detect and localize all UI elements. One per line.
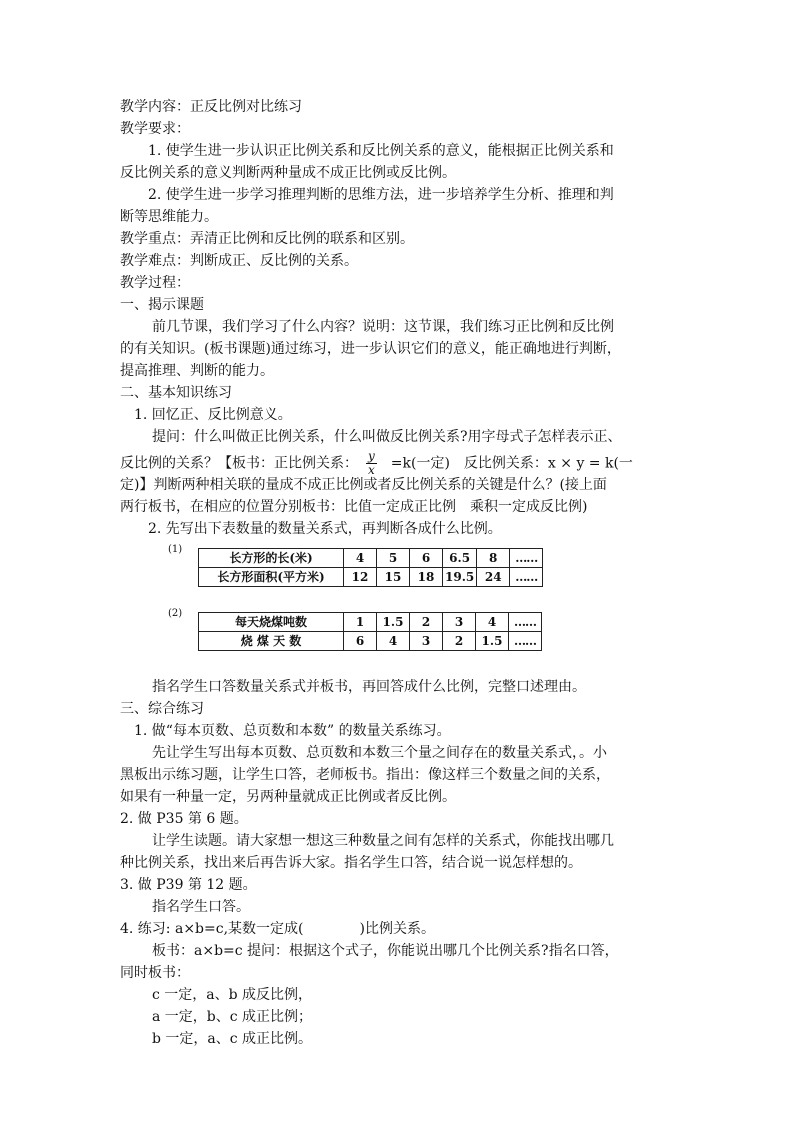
table-cell: 1.5 <box>377 613 410 632</box>
paragraph-line: 提问：什么叫做正比例关系，什么叫做反比例关系?用字母式子怎样表示正、 <box>152 429 622 445</box>
board-line: a 一定，b、c 成正比例； <box>152 1009 313 1025</box>
table-cell: 18 <box>410 568 443 587</box>
paragraph-line: 断等思维能力。 <box>120 209 218 225</box>
table-cell: 24 <box>477 568 510 587</box>
paragraph-line: 2. 使学生进一步学习推理判断的思维方法，进一步培养学生分析、推理和判 <box>148 187 614 203</box>
table-grid <box>198 548 543 587</box>
table-row <box>199 549 543 568</box>
content-heading: 教学内容：正反比例对比练习 <box>120 99 302 115</box>
row-header: 长方形的长(米) <box>199 549 344 568</box>
table-cell: 6 <box>410 549 443 568</box>
table-cell: 2 <box>410 613 443 632</box>
process-heading: 教学过程： <box>120 275 190 291</box>
row-header: 每天烧煤吨数 <box>199 613 344 632</box>
section-heading: 三、综合练习 <box>120 701 204 717</box>
fraction <box>366 450 377 477</box>
data-table-2 <box>168 608 680 668</box>
list-item: 1. 做“每本页数、总页数和本数” 的数量关系练习。 <box>134 723 451 739</box>
table-cell: 4 <box>377 632 410 651</box>
paragraph-line: 黑板出示练习题，让学生口答，老师板书。指出：像这样三个数量之间的关系， <box>120 767 610 783</box>
list-item: 4. 练习: a×b=c,某数一定成( )比例关系。 <box>120 921 435 937</box>
paragraph-line: 种比例关系，找出来后再告诉大家。指名学生口答，结合说一说怎样想的。 <box>120 855 582 871</box>
table-tag: (1) <box>168 544 183 555</box>
table-row <box>199 632 542 651</box>
board-line: b 一定，a、c 成正比例。 <box>152 1031 313 1047</box>
formula-text: 反比例的关系？【板书：正比例关系： <box>120 455 358 472</box>
table-cell-ellipsis: …… <box>509 632 542 651</box>
table-cell-ellipsis: …… <box>510 568 543 587</box>
paragraph-line: 反比例关系的意义判断两种量成不成正比例或反比例。 <box>120 165 456 181</box>
paragraph-line: 板书：a×b=c 提问：根据这个式子，你能说出哪几个比例关系?指名口答， <box>152 943 619 959</box>
list-item: 2. 做 P35 第 6 题。 <box>120 811 248 827</box>
paragraph-line: 如果有一种量一定，另两种量就成正比例或者反比例。 <box>120 789 456 805</box>
table-cell: 2 <box>443 632 476 651</box>
paragraph-line: 指名学生口答。 <box>152 899 250 915</box>
fraction-numerator: y <box>368 449 375 463</box>
table-cell: 3 <box>443 613 476 632</box>
paragraph-line: 定)】判断两种相关联的量成不成正比例或者反比例关系的关键是什么？(接上面 <box>120 477 607 493</box>
table-cell: 12 <box>344 568 377 587</box>
difficulty-line: 教学难点：判断成正、反比例的关系。 <box>120 253 358 269</box>
key-point-line: 教学重点：弄清正比例和反比例的联系和区别。 <box>120 231 414 247</box>
section-heading: 二、基本知识练习 <box>120 385 232 401</box>
table-cell-ellipsis: …… <box>509 613 542 632</box>
paragraph-line: 同时板书： <box>120 965 190 981</box>
table-cell: 5 <box>377 549 410 568</box>
paragraph-line: 两行板书，在相应的位置分别板书：比值一定成正比例 乘积一定成反比例) <box>120 499 588 515</box>
list-item: 2. 先写出下表数量的数量关系式，再判断各成什么比例。 <box>148 521 502 537</box>
paragraph-line: 前几节课，我们学习了什么内容？说明：这节课，我们练习正比例和反比例 <box>152 319 614 335</box>
table-cell: 1.5 <box>476 632 509 651</box>
table-row <box>199 568 543 587</box>
section-heading: 一、揭示课题 <box>120 297 204 313</box>
paragraph-line: 先让学生写出每本页数、总页数和本数三个量之间存在的数量关系式，。小 <box>152 745 607 761</box>
table-cell: 4 <box>344 549 377 568</box>
row-header: 烧 煤 天 数 <box>199 632 344 651</box>
table-grid <box>198 612 542 651</box>
table-cell: 8 <box>477 549 510 568</box>
formula-text: =k(一定) 反比例关系：x × y = k(一 <box>390 455 633 472</box>
list-item: 1. 回忆正、反比例意义。 <box>134 407 292 423</box>
paragraph-line: 提高推理、判断的能力。 <box>120 363 274 379</box>
table-cell: 6.5 <box>443 549 477 568</box>
formula-line <box>120 449 680 477</box>
fraction-denominator: x <box>368 463 375 477</box>
row-header: 长方形面积(平方米) <box>199 568 344 587</box>
table-cell: 6 <box>344 632 377 651</box>
paragraph-line: 的有关知识。(板书课题)通过练习，进一步认识它们的意义，能正确地进行判断， <box>120 341 621 357</box>
table-cell: 4 <box>476 613 509 632</box>
document-body <box>120 96 680 1050</box>
table-cell-ellipsis: …… <box>510 549 543 568</box>
paragraph-line: 1. 使学生进一步认识正比例关系和反比例关系的意义，能根据正比例关系和 <box>148 143 614 159</box>
table-cell: 3 <box>410 632 443 651</box>
table-row <box>199 613 542 632</box>
requirements-heading: 教学要求： <box>120 121 190 137</box>
paragraph-line: 让学生读题。请大家想一想这三种数量之间有怎样的关系式，你能找出哪几 <box>152 833 614 849</box>
board-line: c 一定，a、b 成反比例， <box>152 987 313 1003</box>
table-cell: 1 <box>344 613 377 632</box>
paragraph-line: 指名学生口答数量关系式并板书，再回答成什么比例，完整口述理由。 <box>152 679 586 695</box>
list-item: 3. 做 P39 第 12 题。 <box>120 877 257 893</box>
data-table-1 <box>168 544 680 604</box>
table-cell: 15 <box>377 568 410 587</box>
table-cell: 19.5 <box>443 568 477 587</box>
table-tag: (2) <box>168 608 183 619</box>
